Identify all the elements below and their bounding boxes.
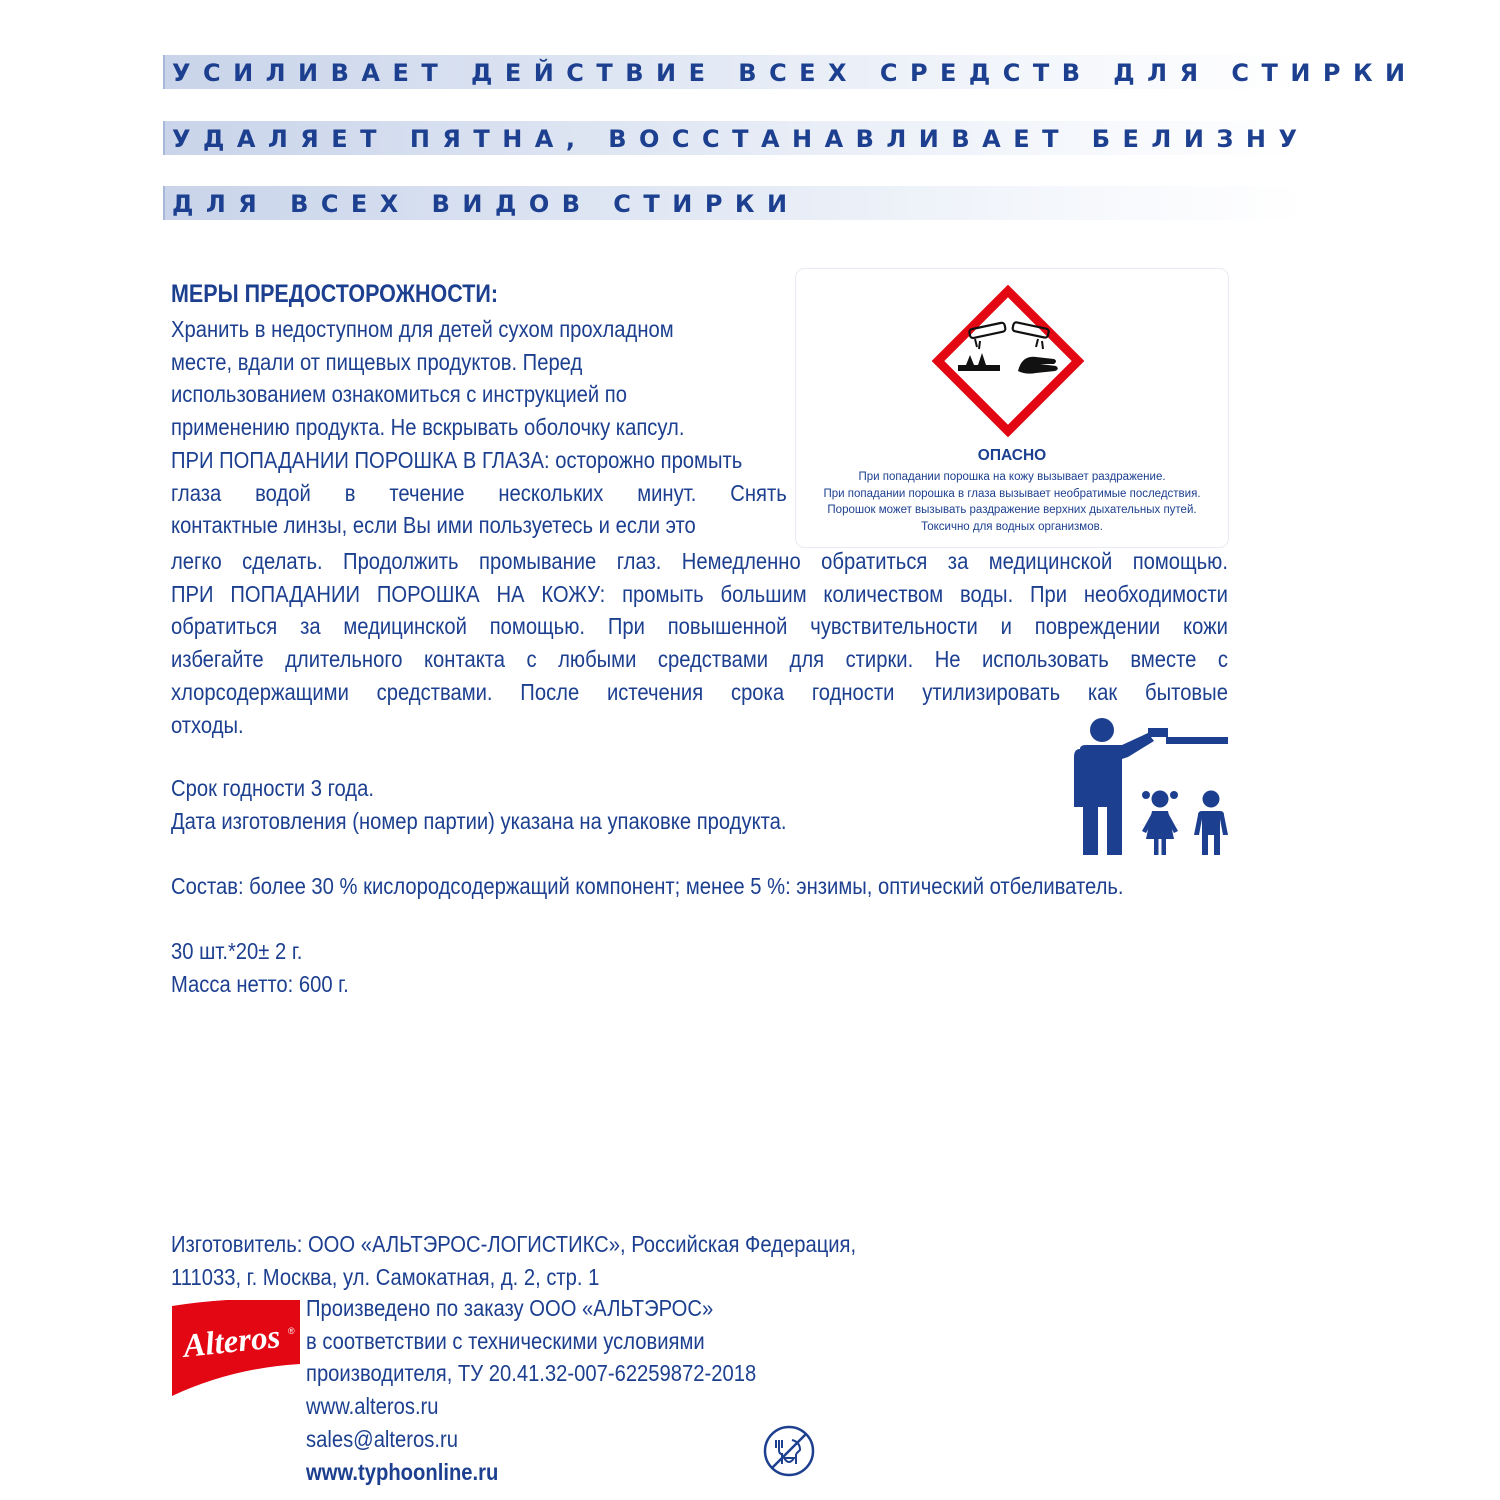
text-line: применению продукта. Не вскрывать оболочку капсул. bbox=[171, 414, 685, 441]
package-count-value: 30 шт.*20 bbox=[171, 938, 259, 964]
banner-text: ДЛЯ ВСЕХ ВИДОВ СТИРКИ bbox=[172, 190, 800, 218]
hazard-statements bbox=[796, 469, 1228, 535]
precautions-title: МЕРЫ ПРЕДОСТОРОЖНОСТИ: bbox=[171, 280, 499, 308]
keep-away-from-children-icon bbox=[1070, 715, 1230, 857]
manufacture-date: Дата изготовления (номер партии) указана на упаковке продукта. bbox=[171, 807, 787, 834]
no-food-contact-icon bbox=[762, 1424, 816, 1478]
package-count bbox=[171, 935, 687, 968]
hazard-panel bbox=[795, 268, 1229, 548]
alteros-logo bbox=[172, 1300, 300, 1398]
unit-mass: 2 г. bbox=[269, 938, 303, 964]
hazard-statement: При попадании порошка на кожу вызывает раздражение. bbox=[858, 471, 1166, 483]
banner-text: УДАЛЯЕТ ПЯТНА, ВОССТАНАВЛИВАЕТ БЕЛИЗНУ bbox=[172, 125, 1310, 153]
net-mass: Масса нетто: 600 г. bbox=[171, 970, 349, 997]
hazard-statement: Порошок может вызывать раздражение верхних дыхательных путей. bbox=[827, 504, 1197, 516]
text-line: обратиться за медицинской помощью. При повышенной чувствительности и повреждении кожи bbox=[171, 613, 1228, 640]
banner-enhances bbox=[163, 55, 1418, 89]
packing-block bbox=[171, 935, 687, 1000]
shelf-life-block bbox=[171, 772, 1031, 837]
shelf-life: Срок годности 3 года. bbox=[171, 775, 374, 801]
banner-removes-stains bbox=[163, 121, 1310, 155]
banner-text: УСИЛИВАЕТ ДЕЙСТВИЕ ВСЕХ СРЕДСТВ ДЛЯ СТИРКИ bbox=[172, 59, 1418, 87]
corrosion-icon bbox=[932, 285, 1084, 437]
text-line: глаза водой в течение нескольких минут. Снять bbox=[171, 479, 787, 506]
precautions-text-left bbox=[171, 313, 787, 542]
manufacturer-address: 111033, г. Москва, ул. Самокатная, д. 2, стр. 1 bbox=[171, 1263, 600, 1290]
text-line: Хранить в недоступном для детей сухом прохладном bbox=[171, 316, 674, 342]
ordered-line: производителя, ТУ 20.41.32-007-62259872-2018 bbox=[306, 1360, 757, 1387]
text-line: легко сделать. Продолжить промывание глаз. Немедленно обратиться за медицинской помощью. bbox=[171, 548, 1228, 574]
ordered-by-block bbox=[306, 1292, 756, 1488]
composition: Состав: более 30 % кислородсодержащий компонент; менее 5 %: энзимы, оптический отбеливатель. bbox=[171, 873, 1124, 899]
text-line: использованием ознакомиться с инструкцией по bbox=[171, 381, 627, 408]
hazard-statement: Токсично для водных организмов. bbox=[921, 520, 1103, 533]
banner-all-washing bbox=[163, 186, 1305, 220]
text-line: месте, вдали от пищевых продуктов. Перед bbox=[171, 348, 583, 375]
ordered-line: в соответствии с техническими условиями bbox=[306, 1327, 705, 1354]
hazard-statement: При попадании порошка в глаза вызывает необратимые последствия. bbox=[823, 487, 1201, 500]
text-line: избегайте длительного контакта с любыми средствами для стирки. Не использовать вместе с bbox=[171, 646, 1228, 673]
ordered-line: Произведено по заказу ООО «АЛЬТЭРОС» bbox=[306, 1295, 714, 1321]
manufacturer-block bbox=[171, 1228, 1031, 1293]
text-line: ПРИ ПОПАДАНИИ ПОРОШКА В ГЛАЗА: осторожно промыть bbox=[171, 446, 743, 473]
email-link[interactable]: sales@alteros.ru bbox=[306, 1425, 458, 1452]
text-line: контактные линзы, если Вы ими пользуетесь и если это bbox=[171, 512, 696, 539]
registered-mark: ® bbox=[288, 1326, 295, 1336]
text-line: ПРИ ПОПАДАНИИ ПОРОШКА НА КОЖУ: промыть большим количеством воды. При необходимости bbox=[171, 580, 1228, 607]
website-link[interactable]: www.alteros.ru bbox=[306, 1393, 439, 1420]
website2-link[interactable]: www.typhoonline.ru bbox=[306, 1458, 499, 1485]
logo-wordmark: Alteros bbox=[181, 1319, 282, 1365]
text-line: отходы. bbox=[171, 711, 244, 738]
text-line: хлорсодержащими средствами. После истечения срока годности утилизировать как бытовые bbox=[171, 678, 1228, 705]
hazard-signal-word: ОПАСНО bbox=[977, 447, 1047, 464]
manufacturer-line: Изготовитель: ООО «АЛЬТЭРОС-ЛОГИСТИКС», Российская Федерация, bbox=[171, 1231, 857, 1257]
precautions-text-full bbox=[171, 545, 1228, 741]
plus-minus-sign: ± bbox=[258, 938, 270, 964]
